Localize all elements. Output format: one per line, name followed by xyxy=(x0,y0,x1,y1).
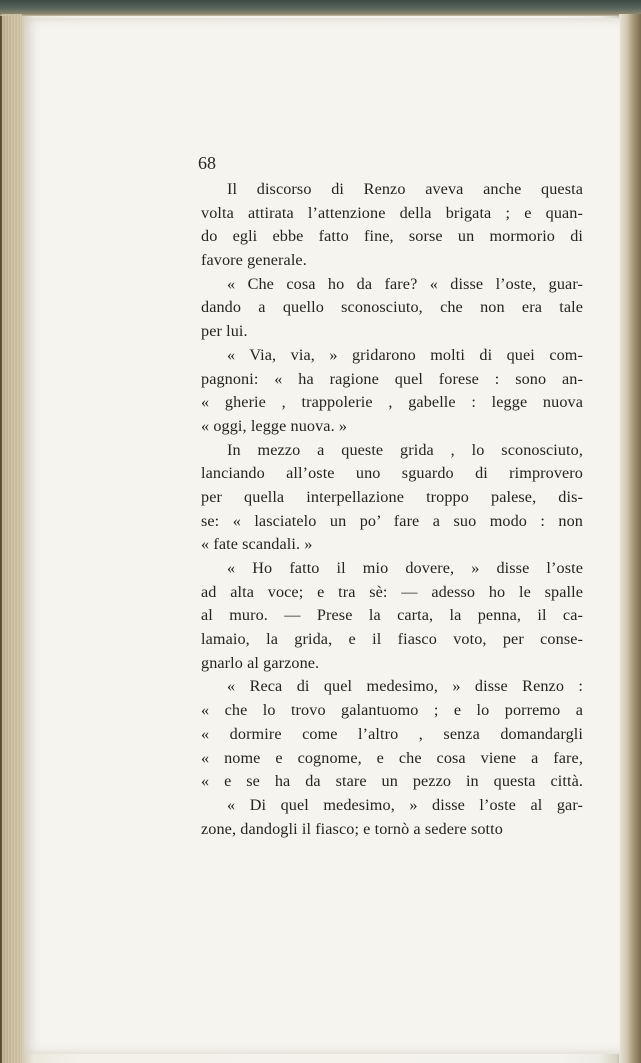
text-line: « gherie , trappolerie , gabelle : legge nuova xyxy=(201,393,583,412)
text-line: do egli ebbe fatto fine, sorse un mormorio di xyxy=(201,227,583,246)
text-line: Il discorso di Renzo aveva anche questa xyxy=(227,180,583,198)
text-line: « Via, via, » gridarono molti di quei com- xyxy=(227,345,583,364)
text-line: al muro. — Prese la carta, la penna, il ca- xyxy=(201,606,583,625)
text-line: gnarlo al garzone. xyxy=(201,653,320,672)
text-line: « fate scandali. » xyxy=(201,535,313,554)
text-line: « dormire come l’altro , senza domandargli xyxy=(201,724,583,743)
page-edges-left xyxy=(2,14,22,1063)
text-line: per lui. xyxy=(201,322,248,341)
text-line: « che lo trovo galantuomo ; e lo porremo a xyxy=(201,701,583,720)
text-line: dando a quello sconosciuto, che non era tale xyxy=(201,298,583,317)
book-cover-edge xyxy=(0,0,641,16)
text-line: « e se ha da stare un pezzo in questa città. xyxy=(201,772,583,791)
page-edges-right xyxy=(619,14,641,1063)
text-body xyxy=(201,178,583,841)
text-line: pagnoni: « ha ragione quel forese : sono an- xyxy=(201,369,583,388)
text-line: se: « lasciatelo un po’ fare a suo modo : non xyxy=(201,511,583,530)
text-line: per quella interpellazione troppo palese, dis- xyxy=(201,487,583,506)
text-line: volta attirata l’attenzione della brigata ; e quan- xyxy=(201,203,583,222)
text-line: « Ho fatto il mio dovere, » disse l’oste xyxy=(227,559,583,577)
text-line: « nome e cognome, e che cosa viene a fare, xyxy=(201,748,583,767)
text-line: « Che cosa ho da fare? « disse l’oste, guar- xyxy=(227,274,583,293)
text-line: « Reca di quel medesimo, » disse Renzo : xyxy=(227,677,583,696)
text-line: ad alta voce; e tra sè: — adesso ho le spalle xyxy=(201,582,583,601)
text-line: favore generale. xyxy=(201,251,307,270)
page-number: 68 xyxy=(198,153,216,173)
text-line: zone, dandogli il fiasco; e tornò a sedere sotto xyxy=(201,819,503,838)
text-line: lamaio, la grida, e il fiasco voto, per conse- xyxy=(201,630,583,649)
text-line: « oggi, legge nuova. » xyxy=(201,416,348,435)
text-line: lanciando all’oste uno sguardo di rimprovero xyxy=(201,464,583,483)
text-line: « Di quel medesimo, » disse l’oste al gar- xyxy=(227,795,583,814)
text-line: In mezzo a queste grida , lo sconosciuto, xyxy=(227,440,583,459)
